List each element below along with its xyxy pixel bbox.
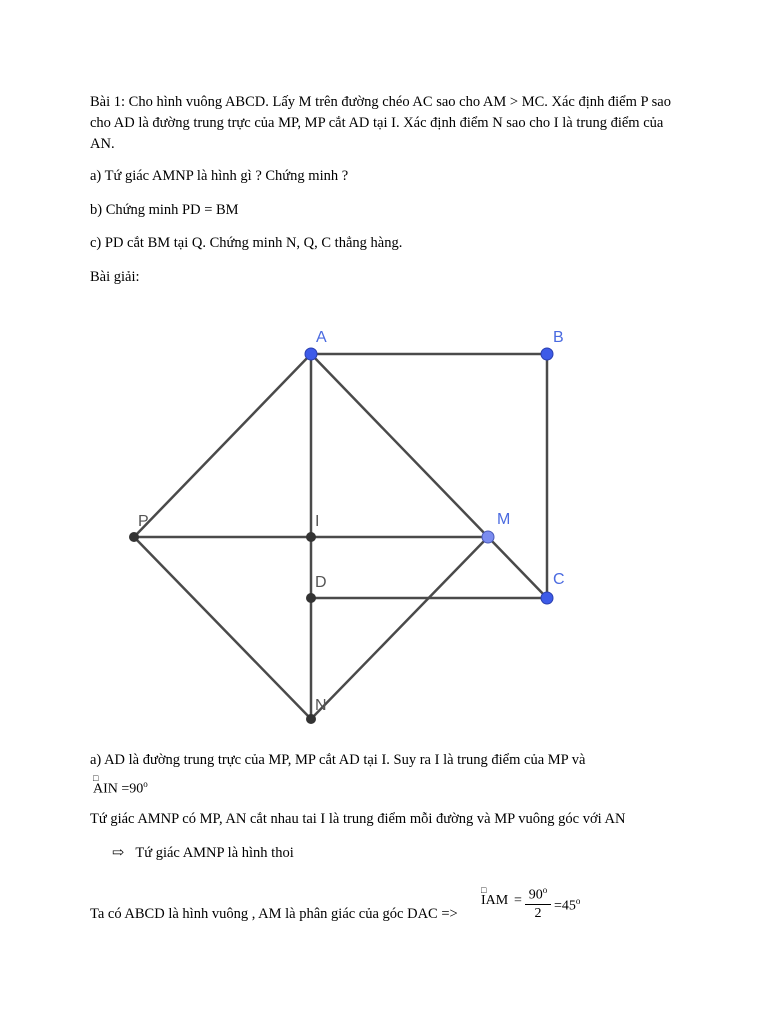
label-a: A bbox=[316, 329, 327, 346]
solution-a-line1: a) AD là đường trung trực của MP, MP cắt AD tại I. Suy ra I là trung điểm của MP và bbox=[90, 752, 586, 768]
label-i: I bbox=[315, 513, 320, 530]
label-b: B bbox=[553, 329, 564, 346]
problem-statement: Bài 1: Cho hình vuông ABCD. Lấy M trên đường chéo AC sao cho AM > MC. Xác định điểm P sao cho AD là đường trung trực của MP, MP cắt AD tại I. Xác định điểm N sao cho I là trung điểm của AN. bbox=[90, 94, 671, 152]
degree-sign: o bbox=[143, 779, 148, 789]
angle-hat-icon: □ bbox=[93, 773, 99, 783]
label-d: D bbox=[315, 574, 327, 591]
question-c: c) PD cắt BM tại Q. Chứng minh N, Q, C thẳng hàng. bbox=[90, 235, 403, 251]
point-a bbox=[305, 348, 317, 360]
label-p: P bbox=[138, 513, 149, 530]
point-m bbox=[482, 531, 494, 543]
question-b: b) Chứng minh PD = BM bbox=[90, 202, 239, 218]
formula-fraction bbox=[525, 882, 551, 923]
point-c bbox=[541, 592, 553, 604]
point-n bbox=[306, 714, 316, 724]
label-n: N bbox=[315, 697, 327, 714]
formula-angle-iam bbox=[481, 884, 601, 924]
figure-labels bbox=[138, 329, 565, 714]
solution-a-line3: Tứ giác AMNP có MP, AN cắt nhau tai I là trung điểm mỗi đường và MP vuông góc với AN bbox=[90, 811, 626, 827]
segment-mn bbox=[311, 537, 488, 719]
formula-equals: = bbox=[514, 893, 522, 908]
angle-hat-icon: □ bbox=[481, 885, 487, 895]
implies-arrow-icon: ⇨ bbox=[112, 845, 125, 861]
question-a: a) Tứ giác AMNP là hình gì ? Chứng minh ? bbox=[90, 168, 349, 184]
label-m: M bbox=[497, 511, 511, 528]
point-i bbox=[306, 532, 316, 542]
solution-a-line5: Ta có ABCD là hình vuông , AM là phân giác của góc DAC => bbox=[90, 906, 458, 922]
fraction-denominator: 2 bbox=[534, 905, 542, 921]
conclusion-text: Tứ giác AMNP là hình thoi bbox=[135, 845, 294, 861]
formula-angle-name: AIN bbox=[93, 781, 118, 797]
formula-angle-name: IAM bbox=[481, 893, 509, 908]
formula-equals: =90 bbox=[121, 781, 144, 797]
point-b bbox=[541, 348, 553, 360]
fraction-numerator: 90$^o$ bbox=[525, 882, 551, 905]
solution-heading: Bài giải: bbox=[90, 269, 140, 285]
label-c: C bbox=[553, 571, 565, 588]
segment-ap bbox=[134, 354, 311, 537]
point-d bbox=[306, 593, 316, 603]
formula-angle-ain bbox=[93, 773, 148, 798]
point-p bbox=[129, 532, 139, 542]
segment-ac bbox=[311, 354, 547, 598]
formula-result: $=45^o$ bbox=[554, 896, 581, 914]
segment-pn bbox=[134, 537, 311, 719]
solution-a-conclusion bbox=[112, 843, 712, 864]
